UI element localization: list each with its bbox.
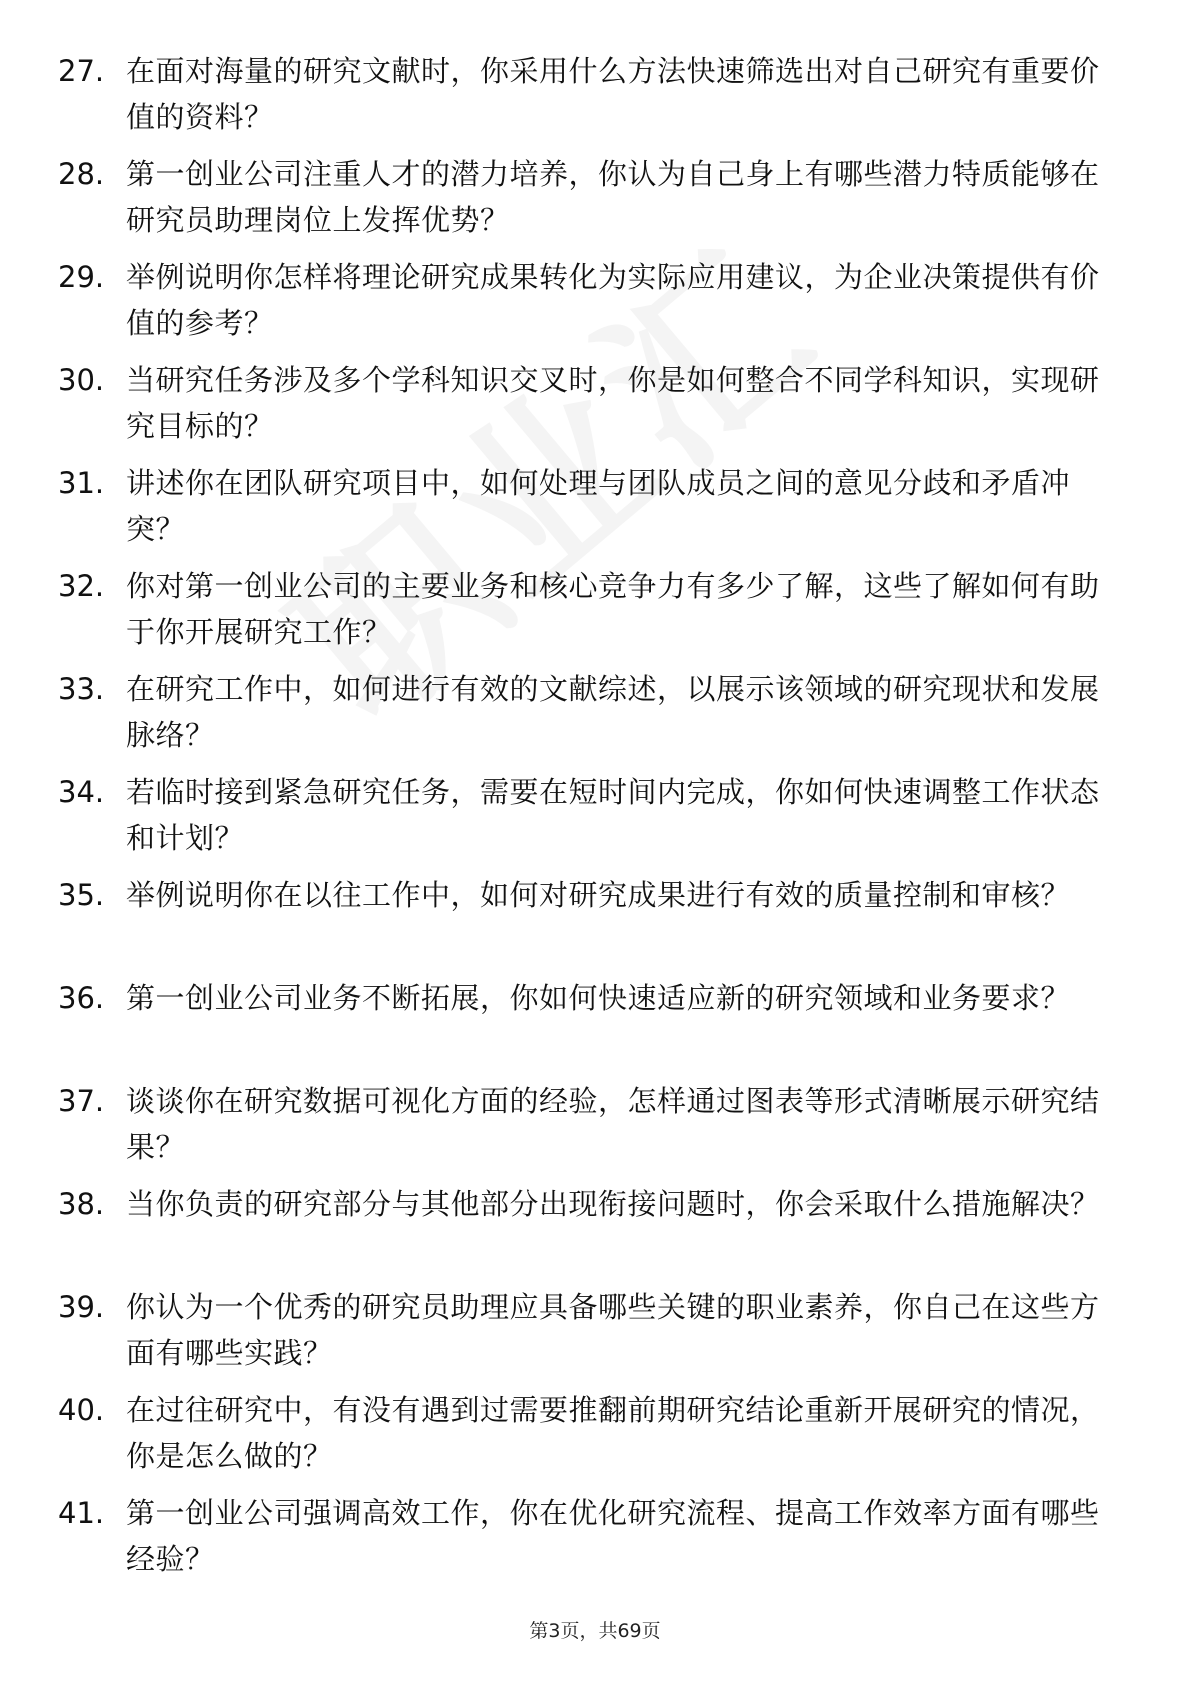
question-number: 28. <box>58 157 105 191</box>
list-item <box>58 1284 1118 1387</box>
question-text: 第一创业公司注重人才的潜力培养，你认为自己身上有哪些潜力特质能够在研究员助理岗位上发挥优势？ <box>126 157 1100 237</box>
question-number: 41. <box>58 1496 105 1530</box>
list-item <box>58 357 1118 460</box>
question-text: 第一创业公司业务不断拓展，你如何快速适应新的研究领域和业务要求？ <box>126 981 1071 1015</box>
question-text: 你认为一个优秀的研究员助理应具备哪些关键的职业素养，你自己在这些方面有哪些实践？ <box>126 1290 1100 1370</box>
list-item <box>58 48 1118 151</box>
list-item <box>58 1078 1118 1181</box>
question-text: 若临时接到紧急研究任务，需要在短时间内完成，你如何快速调整工作状态和计划？ <box>126 775 1100 855</box>
question-number: 27. <box>58 54 105 88</box>
list-item <box>58 1181 1118 1284</box>
question-number: 31. <box>58 466 105 500</box>
question-number: 40. <box>58 1393 105 1427</box>
list-item <box>58 563 1118 666</box>
question-number: 34. <box>58 775 105 809</box>
question-text: 在面对海量的研究文献时，你采用什么方法快速筛选出对自己研究有重要价值的资料？ <box>126 54 1100 134</box>
list-item <box>58 769 1118 872</box>
list-item <box>58 666 1118 769</box>
list-item <box>58 1387 1118 1490</box>
question-text: 举例说明你怎样将理论研究成果转化为实际应用建议，为企业决策提供有价值的参考？ <box>126 260 1100 340</box>
question-number: 30. <box>58 363 105 397</box>
question-number: 29. <box>58 260 105 294</box>
list-item <box>58 1490 1118 1593</box>
question-text: 谈谈你在研究数据可视化方面的经验，怎样通过图表等形式清晰展示研究结果？ <box>126 1084 1100 1164</box>
page-footer <box>0 1616 1190 1643</box>
question-number: 39. <box>58 1290 105 1324</box>
list-item <box>58 151 1118 254</box>
question-number: 32. <box>58 569 105 603</box>
question-text: 第一创业公司强调高效工作，你在优化研究流程、提高工作效率方面有哪些经验？ <box>126 1496 1100 1576</box>
question-number: 35. <box>58 878 105 912</box>
list-item <box>58 872 1118 975</box>
question-number: 38. <box>58 1187 105 1221</box>
question-text: 举例说明你在以往工作中，如何对研究成果进行有效的质量控制和审核？ <box>126 878 1071 912</box>
question-number: 33. <box>58 672 105 706</box>
question-list <box>58 48 1118 1593</box>
list-item <box>58 975 1118 1078</box>
question-number: 36. <box>58 981 105 1015</box>
question-text: 当研究任务涉及多个学科知识交叉时，你是如何整合不同学科知识，实现研究目标的？ <box>126 363 1100 443</box>
question-text: 在过往研究中，有没有遇到过需要推翻前期研究结论重新开展研究的情况，你是怎么做的？ <box>126 1393 1100 1473</box>
list-item <box>58 254 1118 357</box>
question-number: 37. <box>58 1084 105 1118</box>
question-text: 当你负责的研究部分与其他部分出现衔接问题时，你会采取什么措施解决？ <box>126 1187 1100 1221</box>
question-text: 讲述你在团队研究项目中，如何处理与团队成员之间的意见分歧和矛盾冲突？ <box>126 466 1071 546</box>
question-text: 你对第一创业公司的主要业务和核心竞争力有多少了解，这些了解如何有助于你开展研究工作？ <box>126 569 1100 649</box>
list-item <box>58 460 1118 563</box>
page-number-label: 第3页，共69页 <box>529 1620 661 1642</box>
question-text: 在研究工作中，如何进行有效的文献综述，以展示该领域的研究现状和发展脉络？ <box>126 672 1100 752</box>
